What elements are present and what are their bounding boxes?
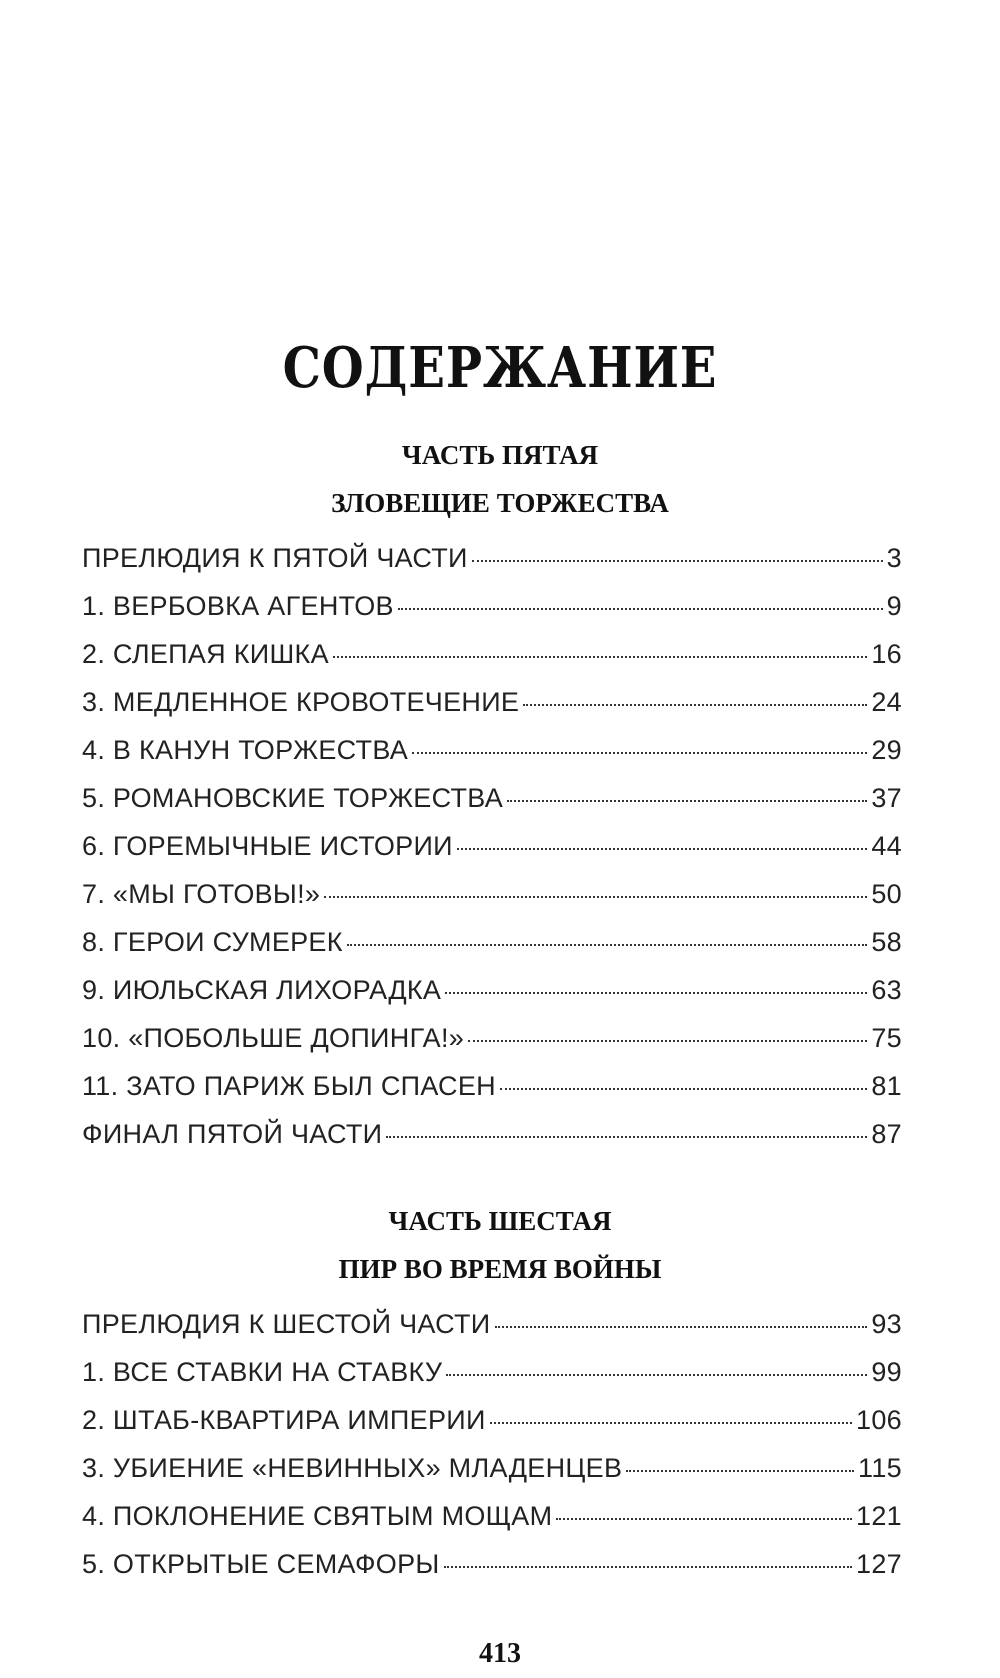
toc-entry[interactable] (82, 1357, 902, 1405)
dot-leader (556, 1518, 852, 1520)
toc-entry[interactable] (82, 543, 902, 591)
toc-entry-page: 93 (871, 1309, 902, 1339)
toc-entry-label: 6. ГОРЕМЫЧНЫЕ ИСТОРИИ (82, 831, 453, 861)
toc-entry-label: 10. «ПОБОЛЬШЕ ДОПИНГА!» (82, 1023, 465, 1053)
dot-leader (412, 752, 867, 754)
toc-entry-label: 1. ВЕРБОВКА АГЕНТОВ (82, 591, 394, 621)
part-five-toc (82, 543, 902, 1167)
toc-entry-page: 63 (871, 975, 902, 1005)
toc-entry-page: 24 (871, 687, 902, 717)
toc-entry-label: 11. ЗАТО ПАРИЖ БЫЛ СПАСЕН (82, 1071, 496, 1101)
toc-entry[interactable] (82, 591, 902, 639)
toc-entry-label: 4. ПОКЛОНЕНИЕ СВЯТЫМ МОЩАМ (82, 1501, 553, 1531)
part-five-subtitle: ЗЛОВЕЩИЕ ТОРЖЕСТВА (331, 488, 669, 518)
dot-leader (523, 704, 867, 706)
dot-leader (457, 848, 868, 850)
toc-entry-page: 44 (871, 831, 902, 861)
toc-entry[interactable] (82, 1453, 902, 1501)
dot-leader (386, 1136, 867, 1138)
toc-entry[interactable] (82, 1071, 902, 1119)
toc-entry-page: 115 (858, 1453, 902, 1483)
toc-entry-label: 9. ИЮЛЬСКАЯ ЛИХОРАДКА (82, 975, 442, 1005)
dot-leader (446, 1374, 867, 1376)
toc-entry-label: 5. РОМАНОВСКИЕ ТОРЖЕСТВА (82, 783, 504, 813)
toc-entry-page: 75 (871, 1023, 902, 1053)
toc-entry-label: ФИНАЛ ПЯТОЙ ЧАСТИ (82, 1119, 383, 1149)
dot-leader (324, 896, 867, 898)
toc-entry[interactable] (82, 831, 902, 879)
dot-leader (495, 1326, 868, 1328)
toc-entry-label: 8. ГЕРОИ СУМЕРЕК (82, 927, 343, 957)
dot-leader (444, 1566, 852, 1568)
dot-leader (490, 1422, 852, 1424)
toc-entry[interactable] (82, 1405, 902, 1453)
toc-entry-label: 2. ШТАБ-КВАРТИРА ИМПЕРИИ (82, 1405, 486, 1435)
toc-entry[interactable] (82, 1023, 902, 1071)
toc-entry[interactable] (82, 927, 902, 975)
toc-entry-page: 106 (856, 1405, 902, 1435)
toc-entry-page: 127 (856, 1549, 902, 1579)
toc-entry-page: 16 (871, 639, 902, 669)
dot-leader (626, 1470, 854, 1472)
page-number: 413 (479, 1638, 521, 1669)
toc-entry[interactable] (82, 783, 902, 831)
toc-entry[interactable] (82, 879, 902, 927)
toc-entry-label: ПРЕЛЮДИЯ К ШЕСТОЙ ЧАСТИ (82, 1309, 491, 1339)
toc-entry-label: 1. ВСЕ СТАВКИ НА СТАВКУ (82, 1357, 443, 1387)
toc-entry[interactable] (82, 1309, 902, 1357)
toc-entry[interactable] (82, 1501, 902, 1549)
part-six-label: ЧАСТЬ ШЕСТАЯ (388, 1206, 612, 1236)
part-six-toc (82, 1309, 902, 1597)
dot-leader (468, 1040, 867, 1042)
dot-leader (333, 656, 867, 658)
dot-leader (445, 992, 867, 994)
toc-entry[interactable] (82, 975, 902, 1023)
toc-entry[interactable] (82, 1119, 902, 1167)
toc-entry-page: 3 (886, 543, 902, 573)
dot-leader (347, 944, 868, 946)
toc-entry-page: 50 (871, 879, 902, 909)
dot-leader (472, 560, 883, 562)
toc-entry-page: 99 (871, 1357, 902, 1387)
toc-entry-page: 87 (871, 1119, 902, 1149)
toc-entry-label: 3. МЕДЛЕННОЕ КРОВОТЕЧЕНИЕ (82, 687, 520, 717)
toc-entry-label: ПРЕЛЮДИЯ К ПЯТОЙ ЧАСТИ (82, 543, 468, 573)
toc-entry[interactable] (82, 735, 902, 783)
toc-entry-label: 2. СЛЕПАЯ КИШКА (82, 639, 329, 669)
toc-entry-label: 7. «МЫ ГОТОВЫ!» (82, 879, 321, 909)
toc-entry-page: 37 (871, 783, 902, 813)
toc-entry-page: 9 (886, 591, 902, 621)
dot-leader (398, 608, 883, 610)
toc-entry-label: 4. В КАНУН ТОРЖЕСТВА (82, 735, 409, 765)
part-five-label: ЧАСТЬ ПЯТАЯ (401, 440, 599, 470)
toc-entry[interactable] (82, 1549, 902, 1597)
toc-entry-page: 29 (871, 735, 902, 765)
page-title: СОДЕРЖАНИЕ (282, 335, 718, 401)
dot-leader (507, 800, 867, 802)
toc-entry-page: 121 (856, 1501, 902, 1531)
toc-entry-page: 81 (871, 1071, 902, 1101)
toc-entry-label: 5. ОТКРЫТЫЕ СЕМАФОРЫ (82, 1549, 440, 1579)
toc-entry-page: 58 (871, 927, 902, 957)
part-six-subtitle: ПИР ВО ВРЕМЯ ВОЙНЫ (338, 1254, 662, 1284)
toc-entry[interactable] (82, 639, 902, 687)
dot-leader (500, 1088, 867, 1090)
toc-entry[interactable] (82, 687, 902, 735)
toc-entry-label: 3. УБИЕНИЕ «НЕВИННЫХ» МЛАДЕНЦЕВ (82, 1453, 623, 1483)
